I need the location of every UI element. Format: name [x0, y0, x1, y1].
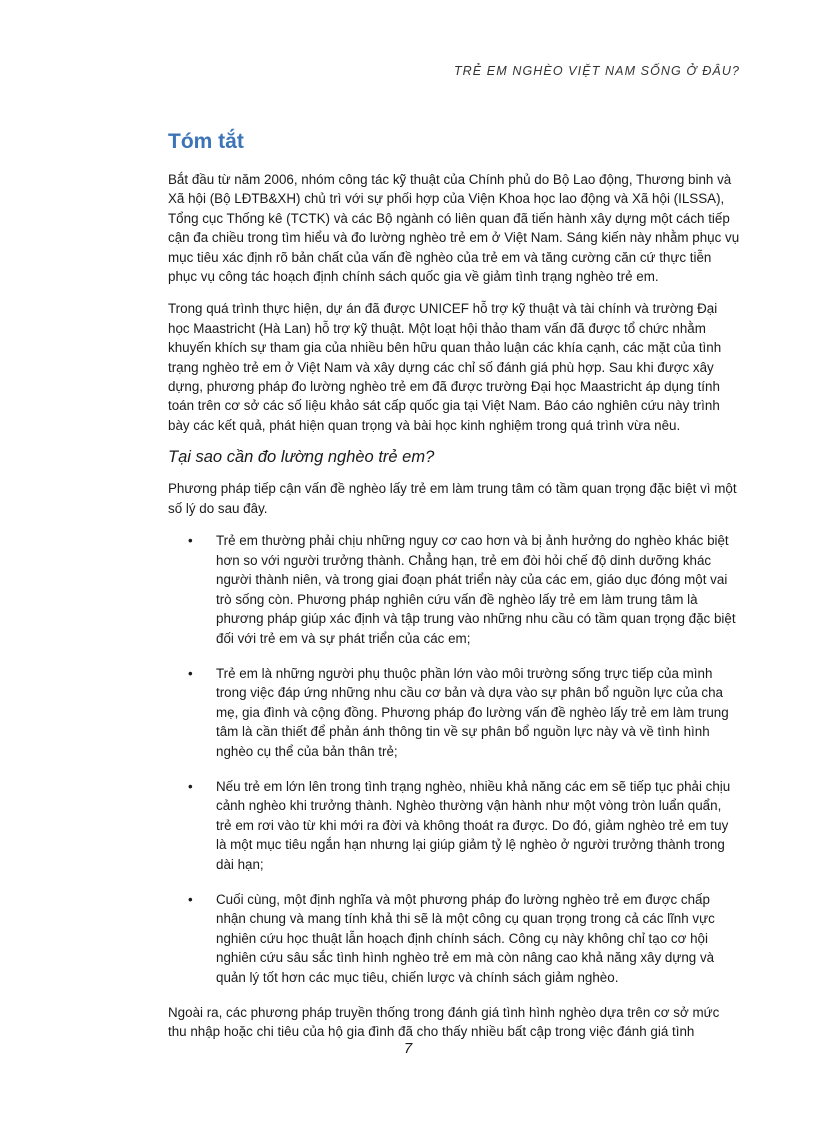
subsection-intro: Phương pháp tiếp cận vấn đề nghèo lấy trẻ em làm trung tâm có tầm quan trọng đặc biệt vì một số lý do sau đây.	[168, 481, 737, 516]
subsection-title: Tại sao cần đo lường nghèo trẻ em?	[168, 448, 435, 467]
section-title: Tóm tắt	[168, 130, 244, 153]
page-content	[168, 130, 740, 1054]
bullet-list	[168, 531, 740, 987]
paragraph: Trong quá trình thực hiện, dự án đã được UNICEF hỗ trợ kỹ thuật và tài chính và trường Đại học Maastricht (Hà Lan) hỗ trợ kỹ thuật. Một loạt hội thảo tham vấn đã được tổ chức nhằm khuyến khích sự tham gia của nhiều bên hữu quan thảo luận các khía cạnh, các mặt của tình trạng nghèo trẻ em ở Việt Nam và xây dựng các chỉ số đánh giá phù hợp. Sau khi được xây dựng, phương pháp đo lường nghèo trẻ em đã được trường Đại học Maastricht áp dụng tính toán trên cơ sở các số liệu khảo sát cấp quốc gia tại Việt Nam. Báo cáo nghiên cứu này trình bày các kết quả, phát hiện quan trọng và bài học kinh nghiệm trong quá trình vừa nêu.	[168, 301, 722, 433]
list-item-text: Trẻ em là những người phụ thuộc phần lớn vào môi trường sống trực tiếp của mình trong việc đáp ứng những nhu cầu cơ bản và dựa vào sự phân bổ nguồn lực của cha mẹ, gia đình và cộng đồng. Phương pháp đo lường vấn đề nghèo lấy trẻ em làm trung tâm là cần thiết để phản ánh thông tin về sự phân bổ nguồn lực này và về tình hình nghèo cụ thể của bản thân trẻ;	[216, 665, 729, 760]
list-item	[168, 531, 740, 649]
list-item-text: Trẻ em thường phải chịu những nguy cơ cao hơn và bị ảnh hưởng do nghèo khác biệt hơn so với người trưởng thành. Chẳng hạn, trẻ em đòi hỏi chế độ dinh dưỡng khác người thành niên, và trong giai đoạn phát triển này của các em, giáo dục đóng một vai trò sống còn. Phương pháp nghiên cứu vấn đề nghèo lấy trẻ em làm trung tâm là phương pháp giúp xác định và tập trung vào những nhu cầu có tầm quan trọng đặc biệt đối với trẻ em và sự phát triển của các em;	[216, 533, 736, 647]
list-item	[168, 664, 740, 762]
list-item-text: Nếu trẻ em lớn lên trong tình trạng nghèo, nhiều khả năng các em sẽ tiếp tục phải chịu cảnh nghèo khi trưởng thành. Nghèo thường vận hành như một vòng tròn luẩn quẩn, trẻ em rơi vào từ khi mới ra đời và không thoát ra được. Do đó, giảm nghèo trẻ em tuy là một mục tiêu ngắn hạn nhưng lại giúp giảm tỷ lệ nghèo ở người trưởng thành trong dài hạn;	[216, 778, 731, 872]
bullet-icon: •	[188, 891, 193, 907]
bullet-icon: •	[188, 778, 193, 794]
running-header: TRẺ EM NGHÈO VIỆT NAM SỐNG Ở ĐÂU?	[453, 64, 740, 78]
list-item	[168, 890, 740, 988]
list-item	[168, 777, 740, 875]
bullet-icon: •	[188, 665, 193, 681]
list-item-text: Cuối cùng, một định nghĩa và một phương pháp đo lường nghèo trẻ em được chấp nhận chung và mang tính khả thi sẽ là một công cụ quan trọng trong cả các lĩnh vực nghiên cứu học thuật lẫn hoạch định chính sách. Công cụ này không chỉ tạo cơ hội nghiên cứu sâu sắc tình hình nghèo trẻ em mà còn nâng cao khả năng xây dựng và quản lý tốt hơn các mục tiêu, chiến lược và chính sách giảm nghèo.	[216, 891, 715, 985]
page-number: 7	[403, 1040, 413, 1057]
paragraph: Bắt đầu từ năm 2006, nhóm công tác kỹ thuật của Chính phủ do Bộ Lao động, Thương binh và Xã hội (Bộ LĐTB&XH) chủ trì với sự phối hợp của Viện Khoa học lao động và Xã hội (ILSSA), Tổng cục Thống kê (TCTK) và các Bộ ngành có liên quan đã tiến hành xây dựng một cách tiếp cận đa chiều trong tìm hiểu và đo lường nghèo trẻ em ở Việt Nam. Sáng kiến này nhằm phục vụ mục tiêu xác định rõ bản chất của vấn đề nghèo của trẻ em và tăng cường căn cứ thực tiễn phục vụ công tác hoạch định chính sách quốc gia về giảm tình trạng nghèo trẻ em.	[168, 172, 740, 285]
closing-paragraph: Ngoài ra, các phương pháp truyền thống trong đánh giá tình hình nghèo dựa trên cơ sở mức thu nhập hoặc chi tiêu của hộ gia đình đã cho thấy nhiều bất cập trong việc đánh giá tình	[168, 1004, 720, 1039]
bullet-icon: •	[188, 533, 193, 549]
